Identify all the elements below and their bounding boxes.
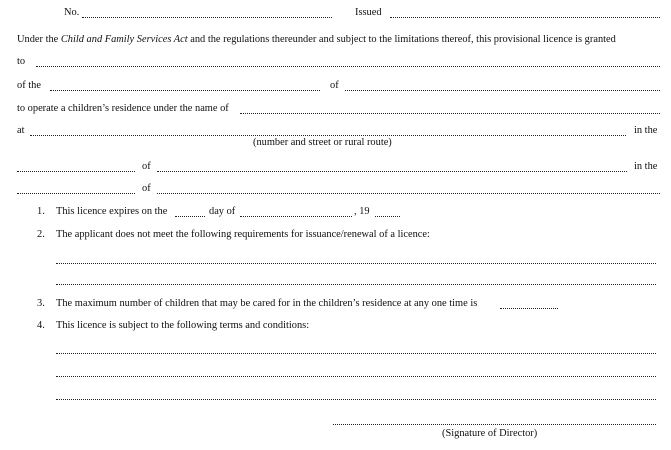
locality-name-field-1[interactable]	[157, 170, 627, 172]
item1-text-c: , 19	[354, 206, 370, 217]
conditions-line-1[interactable]	[56, 352, 656, 354]
signature-caption: (Signature of Director)	[442, 428, 538, 439]
municipality-name-field[interactable]	[345, 89, 660, 91]
locality-name-field-2[interactable]	[157, 192, 660, 194]
issued-label: Issued	[355, 7, 382, 18]
of-label: of	[330, 80, 339, 91]
locality-type-field-2[interactable]	[17, 192, 135, 194]
in-the-label-2: in the	[634, 161, 658, 172]
requirements-line-1[interactable]	[56, 262, 656, 264]
conditions-line-2[interactable]	[56, 375, 656, 377]
item2-text: The applicant does not meet the following requirements for issuance/renewal of a licence:	[56, 229, 430, 240]
operate-text: to operate a children’s residence under the name of	[17, 103, 229, 114]
no-label: No.	[64, 7, 80, 18]
max-children-field[interactable]	[500, 307, 558, 309]
intro-text: Under the Child and Family Services Act and the regulations thereunder and subject to the limitations thereof, this provisional licence is granted	[17, 34, 616, 45]
item1-text-b: day of	[209, 206, 236, 217]
expiry-day-field[interactable]	[175, 215, 205, 217]
requirements-line-2[interactable]	[56, 283, 656, 285]
expiry-month-field[interactable]	[240, 215, 352, 217]
act-name: Child and Family Services Act	[60, 34, 188, 45]
expiry-year-field[interactable]	[375, 215, 400, 217]
signature-field[interactable]	[333, 423, 656, 425]
item3-text: The maximum number of children that may be cared for in the children’s residence at any one time is	[56, 298, 478, 309]
of-the-label: of the	[17, 80, 41, 91]
municipality-type-field[interactable]	[50, 89, 320, 91]
licensee-name-field[interactable]	[36, 65, 660, 67]
item2-number: 2.	[37, 229, 45, 240]
of-label-2: of	[142, 161, 151, 172]
item4-number: 4.	[37, 320, 45, 331]
item3-number: 3.	[37, 298, 45, 309]
residence-name-field[interactable]	[240, 112, 660, 114]
locality-type-field-1[interactable]	[17, 170, 135, 172]
at-label: at	[17, 125, 25, 136]
to-label: to	[17, 56, 26, 67]
item1-text-a: This licence expires on the	[56, 206, 168, 217]
item4-text: This licence is subject to the following terms and conditions:	[56, 320, 310, 331]
number-field[interactable]	[82, 16, 332, 18]
street-address-field[interactable]	[30, 134, 626, 136]
issued-date-field[interactable]	[390, 16, 660, 18]
item1-number: 1.	[37, 206, 45, 217]
address-caption: (number and street or rural route)	[253, 137, 392, 148]
conditions-line-3[interactable]	[56, 398, 656, 400]
of-label-3: of	[142, 183, 151, 194]
in-the-label: in the	[634, 125, 658, 136]
